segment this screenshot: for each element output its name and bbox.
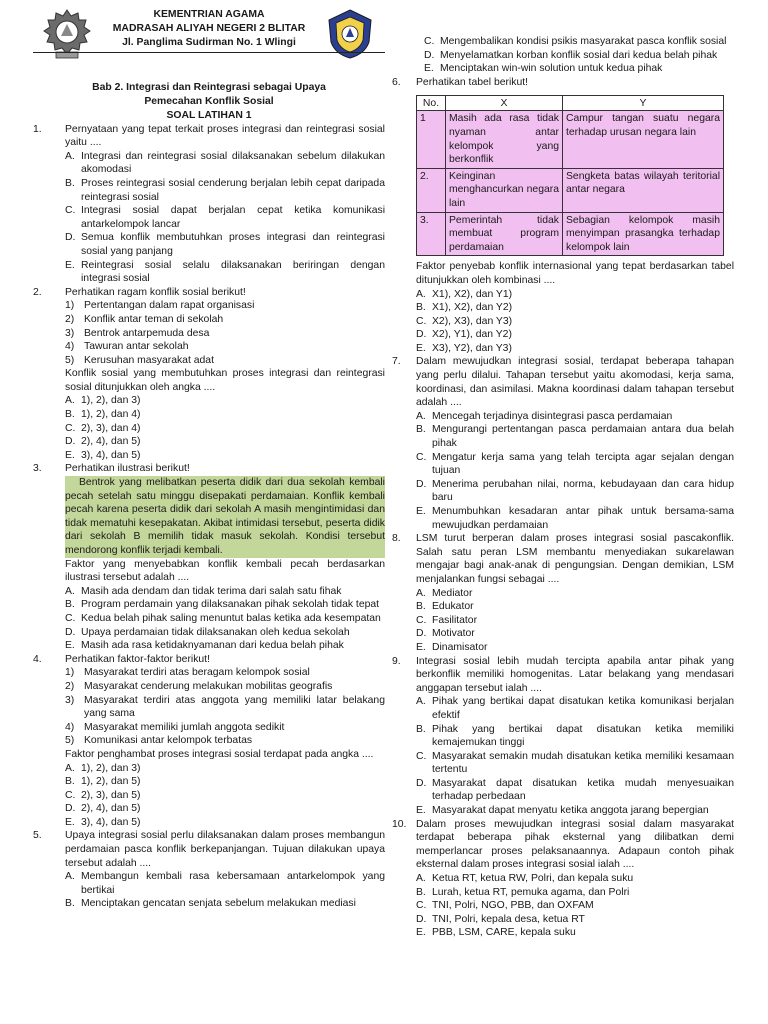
option-a[interactable] xyxy=(65,150,385,177)
list-item: 5) Komunikasi antar kelompok terbatas xyxy=(65,735,253,747)
option-a[interactable]: A. Pihak yang bertikai dapat disatukan ketika komunikasi berjalan efektif xyxy=(416,696,734,721)
option-e[interactable]: E. PBB, LSM, CARE, kepala suku xyxy=(416,927,576,939)
option-d[interactable]: D. 2), 4), dan 5) xyxy=(65,803,141,815)
column-header-x: X xyxy=(446,96,563,111)
question-text: Dalam mewujudkan integrasi sosial, terdapat beberapa tahapan yang perlu dilalui. Tahapan tersebut yaitu akomodasi, kerja sama, koordinasi, dan asimilasi. Makna koordinasi dalam tahapan tersebut adalah .... xyxy=(416,356,734,409)
exercise-title: SOAL LATIHAN 1 xyxy=(166,110,252,121)
chapter-title: Bab 2. Integrasi dan Reintegrasi sebagai Upaya xyxy=(92,82,326,93)
cell-x: Pemerintah tidak membuat program perdamaian xyxy=(446,212,563,256)
question-6-answers xyxy=(392,260,734,355)
option-text: Integrasi dan reintegrasi sosial dilaksanakan sebelum dilakukan akomodasi xyxy=(81,150,385,176)
option-d[interactable]: D. Menerima perubahan nilai, norma, kebudayaan dan cara hidup baru xyxy=(416,478,734,504)
question-text: Perhatikan ilustrasi berikut! xyxy=(65,463,190,475)
factor-table xyxy=(416,95,724,256)
option-e[interactable]: E. Dinamisator xyxy=(416,641,488,653)
option-e[interactable]: E. Masih ada rasa ketidaknyamanan dari kedua belah pihak xyxy=(65,640,344,652)
option-b[interactable]: B. Lurah, ketua RT, pemuka agama, dan Polri xyxy=(416,886,630,898)
question-text: Perhatikan tabel berikut! xyxy=(416,76,529,88)
question-5 xyxy=(33,829,385,911)
option-e[interactable]: E. X3), Y2), dan Y3) xyxy=(416,342,512,354)
option-c[interactable]: C. 2), 3), dan 4) xyxy=(65,422,141,434)
question-number: 2. xyxy=(33,286,42,298)
question-5-continued xyxy=(392,35,734,76)
option-c[interactable]: C. Fasilitator xyxy=(416,614,478,626)
list-item: 1) Pertentangan dalam rapat organisasi xyxy=(65,300,255,312)
option-a[interactable]: A. Masih ada dendam dan tidak terima dari salah satu fihak xyxy=(65,585,342,597)
option-b[interactable]: B. 1), 2), dan 4) xyxy=(65,409,141,421)
question-10 xyxy=(392,818,734,940)
cell-y: Campur tangan suatu negara terhadap urusan negara lain xyxy=(563,111,724,168)
question-number: 7. xyxy=(392,356,401,368)
table-row xyxy=(417,212,724,256)
option-text: Reintegrasi sosial selalu dilaksanakan beriringan dengan integrasi sosial xyxy=(81,259,385,285)
question-6 xyxy=(392,76,734,90)
option-d[interactable]: D. X2), Y1), dan Y2) xyxy=(416,329,512,341)
option-b[interactable]: B. X1), X2), dan Y2) xyxy=(416,302,513,314)
illustration-box: Bentrok yang melibatkan peserta didik dari dua sekolah kembali pecah setelah satu minggu disepakati perdamaian. Konflik kembali pecah karena peserta didik dari sekolah A masih mengintimidasi dan tidak mematuhi kesepakatan. Akibat intimidasi tersebut, peserta didik dari sekolah B memilih tidak masuk sekolah. Kondisi tersebut mendorong konflik terjadi kembali. xyxy=(65,477,385,556)
cell-no: 1 xyxy=(417,111,446,168)
cell-x: Masih ada rasa tidak nyaman antar kelompok yang berkonflik xyxy=(446,111,563,168)
column-header-y: Y xyxy=(563,96,724,111)
list-item: 3) Bentrok antarpemuda desa xyxy=(65,327,210,339)
header-line-school: MADRASAH ALIYAH NEGERI 2 BLITAR xyxy=(112,23,306,34)
option-c[interactable]: C. Mengembalikan kondisi psikis masyarakat pasca konflik sosial xyxy=(424,36,727,47)
cell-no: 3. xyxy=(417,212,446,256)
option-c[interactable]: C. 2), 3), dan 5) xyxy=(65,789,141,801)
table-row xyxy=(417,168,724,212)
option-b[interactable]: B. Program perdamain yang dilaksanakan pihak sekolah tidak tepat xyxy=(65,599,380,611)
option-c[interactable]: C. Masyarakat semakin mudah disatukan ketika memiliki kesamaan tertentu xyxy=(416,750,734,776)
question-stem: Konflik sosial yang membutuhkan proses integrasi dan reintegrasi sosial ditunjukkan oleh angka .... xyxy=(65,368,385,393)
option-b[interactable] xyxy=(65,177,385,204)
chapter-subtitle: Pemecahan Konflik Sosial xyxy=(144,96,274,107)
option-d[interactable]: D. Masyarakat dapat disatukan ketika mudah menyesuaikan terhadap perbedaan xyxy=(416,777,734,803)
option-text: Integrasi sosial dapat berjalan cepat ketika komunikasi antarkelompok lancar xyxy=(81,205,385,230)
question-text: Perhatikan faktor-faktor berikut! xyxy=(65,653,210,665)
question-number: 10. xyxy=(392,818,407,830)
option-a[interactable]: A. Ketua RT, ketua RW, Polri, dan kepala suku xyxy=(416,873,634,885)
option-a[interactable]: A. Mediator xyxy=(416,587,473,599)
question-number: 1. xyxy=(33,123,42,135)
list-item: 2) Konflik antar teman di sekolah xyxy=(65,313,224,325)
question-text: Upaya integrasi sosial perlu dilaksanakan dalam proses membangun perdamaian pasca konflik berkepanjangan. Tujuan dilakukan upaya tersebut adalah .... xyxy=(65,830,385,869)
question-number: 8. xyxy=(392,533,401,545)
list-item: 4) Masyarakat memiliki jumlah anggota sedikit xyxy=(65,721,285,733)
option-e[interactable]: E. 3), 4), dan 5) xyxy=(65,816,141,828)
question-8 xyxy=(392,532,734,654)
cell-no: 2. xyxy=(417,168,446,212)
question-text: Pernyataan yang tepat terkait proses integrasi dan reintegrasi sosial yaitu .... xyxy=(65,123,385,149)
question-number: 6. xyxy=(392,76,401,88)
header-divider xyxy=(33,52,385,53)
question-text: Integrasi sosial lebih mudah tercipta apabila antar pihak yang berkonflik memiliki homogenitas. Latar belakang yang mendasari anggapan tersebut ialah .... xyxy=(416,655,734,694)
table-row xyxy=(417,111,724,168)
option-c[interactable] xyxy=(65,204,385,231)
option-c[interactable]: C. Mengatur kerja sama yang telah tercipta agar sejalan dengan tujuan xyxy=(416,451,734,477)
list-item: 1) Masyarakat terdiri atas beragam kelompok sosial xyxy=(65,667,310,679)
cell-y: Sengketa batas wilayah teritorial antar negara xyxy=(563,168,724,212)
question-9 xyxy=(392,655,734,818)
list-item: 2) Masyarakat cenderung melakukan mobilitas geografis xyxy=(65,680,333,692)
option-e[interactable] xyxy=(65,259,385,286)
option-d[interactable]: D. Motivator xyxy=(416,628,475,640)
list-item: 4) Tawuran antar sekolah xyxy=(65,341,189,353)
option-c[interactable]: C. Kedua belah pihak saling menuntut balas ketika ada kesempatan xyxy=(65,612,381,624)
option-c[interactable]: C. X2), X3), dan Y3) xyxy=(416,315,513,327)
option-e[interactable]: E. Masyarakat dapat menyatu ketika anggota jarang bepergian xyxy=(416,805,709,817)
question-3 xyxy=(33,462,385,652)
question-number: 3. xyxy=(33,463,42,475)
option-e[interactable]: E. Menciptakan win-win solution untuk kedua pihak xyxy=(424,63,663,75)
question-4 xyxy=(33,653,385,830)
option-d[interactable]: D. Upaya perdamaian tidak dilaksanakan oleh kedua sekolah xyxy=(65,626,350,638)
option-c[interactable]: C. TNI, Polri, NGO, PBB, dan OXFAM xyxy=(416,900,594,912)
option-a[interactable]: A. X1), X2), dan Y1) xyxy=(416,288,513,300)
header-line-ministry: KEMENTRIAN AGAMA xyxy=(153,9,265,20)
question-text: Perhatikan ragam konflik sosial berikut! xyxy=(65,286,246,298)
option-text: Proses reintegrasi sosial cenderung berjalan lebih cepat daripada reintegrasi sosial xyxy=(81,177,385,203)
option-d[interactable]: D. 2), 4), dan 5) xyxy=(65,436,141,448)
option-d[interactable] xyxy=(65,231,385,258)
option-d[interactable]: D. Menyelamatkan korban konflik sosial dari kedua belah pihak xyxy=(424,49,718,61)
option-letter: A. xyxy=(65,150,75,162)
option-b[interactable]: B. Menciptakan gencatan senjata sebelum melakukan mediasi xyxy=(65,898,356,910)
option-b[interactable]: B. Pihak yang bertikai dapat disatukan ketika memiliki kemajemukan tinggi xyxy=(416,723,734,749)
column-header-no: No. xyxy=(417,96,446,111)
option-a[interactable]: A. Mencegah terjadinya disintegrasi pasca perdamaian xyxy=(416,410,673,422)
question-stem: Faktor penghambat proses integrasi sosial terdapat pada angka .... xyxy=(65,748,374,760)
left-column xyxy=(33,0,385,911)
option-a[interactable]: A. 1), 2), dan 3) xyxy=(65,762,141,774)
option-d[interactable]: D. TNI, Polri, kepala desa, ketua RT xyxy=(416,913,585,925)
list-item: 3) Masyarakat terdiri atas anggota yang memiliki latar belakang yang sama xyxy=(65,694,385,720)
question-number: 9. xyxy=(392,655,401,667)
option-letter: E. xyxy=(65,259,75,271)
question-text: LSM turut berperan dalam proses integrasi sosial pascakonflik. Salah satu peran LSM membantu menyediakan sukarelawan mengajar bagi anak-anak di pengungsian. Dengan demikian, LSM menjalankan fungsi sebagai .... xyxy=(416,533,734,585)
cell-x: Keinginan menghancurkan negara lain xyxy=(446,168,563,212)
question-1 xyxy=(33,123,385,286)
header-line-address: Jl. Panglima Sudirman No. 1 Wlingi xyxy=(122,37,296,48)
question-number: 4. xyxy=(33,653,42,665)
option-e[interactable]: E. 3), 4), dan 5) xyxy=(65,449,141,461)
question-stem: Faktor penyebab konflik internasional yang tepat berdasarkan tabel ditunjukkan oleh kombinasi .... xyxy=(416,261,734,286)
document-header xyxy=(33,0,385,116)
right-column xyxy=(392,35,734,940)
option-letter: C. xyxy=(65,205,76,217)
table-header-row xyxy=(417,96,724,111)
question-2 xyxy=(33,286,385,463)
list-item: 5) Kerusuhan masyarakat adat xyxy=(65,354,214,366)
question-text: Dalam proses mewujudkan integrasi sosial dalam masyarakat terdapat beberapa pihak eksternal yang dilibatkan demi memperlancar proses pelaksanaannya. Adapaun contoh pihak eksternal dalam proses integrasi sosial ialah .... xyxy=(416,818,734,871)
option-letter: B. xyxy=(65,177,75,189)
question-7 xyxy=(392,355,734,532)
option-a[interactable]: A. 1), 2), dan 3) xyxy=(65,395,141,407)
option-letter: D. xyxy=(65,232,76,244)
question-number: 5. xyxy=(33,830,42,842)
option-e[interactable]: E. Menumbuhkan kesadaran antar pihak untuk bersama-sama mewujudkan perdamaian xyxy=(416,506,734,531)
question-stem: Faktor yang menyebabkan konflik kembali pecah berdasarkan ilustrasi tersebut adalah .... xyxy=(65,558,385,584)
option-b[interactable]: B. Mengurangi pertentangan pasca perdamaian antara dua belah pihak xyxy=(416,424,734,450)
option-a[interactable]: A. Membangun kembali rasa kebersamaan antarkelompok yang bertikai xyxy=(65,871,385,896)
cell-y: Sebagian kelompok masih menyimpan prasangka terhadap kelompok lain xyxy=(563,212,724,256)
option-b[interactable]: B. Edukator xyxy=(416,601,474,613)
option-text: Semua konflik membutuhkan proses integrasi dan reintegrasi sosial yang panjang xyxy=(81,232,385,257)
option-b[interactable]: B. 1), 2), dan 5) xyxy=(65,776,141,788)
